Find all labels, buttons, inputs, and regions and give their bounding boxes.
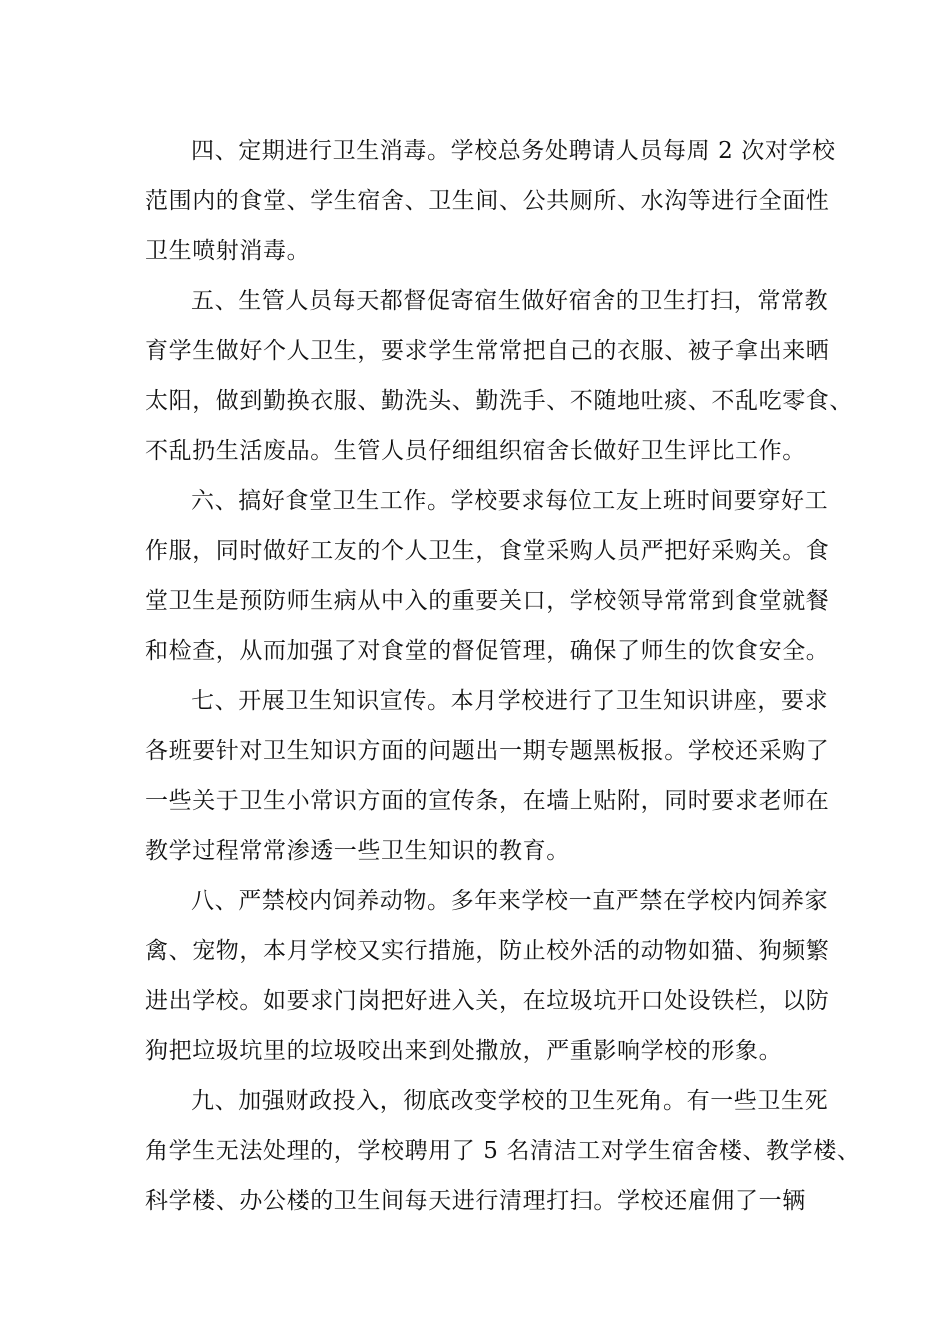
paragraph-5-line-4: 不乱扔生活废品。生管人员仔细组织宿舍长做好卫生评比工作。 <box>145 438 806 464</box>
paragraph-9-line-2: 角学生无法处理的，学校聘用了 5 名清洁工对学生宿舍楼、教学楼、 <box>145 1138 861 1164</box>
paragraph-4-line-3: 卫生喷射消毒。 <box>145 238 311 264</box>
paragraph-8-line-2: 禽、宠物，本月学校又实行措施，防止校外活的动物如猫、狗频繁 <box>145 938 830 964</box>
paragraph-5-line-3: 太阳，做到勤换衣服、勤洗头、勤洗手、不随地吐痰、不乱吃零食、 <box>145 388 853 414</box>
paragraph-6-line-1: 六、搞好食堂卫生工作。学校要求每位工友上班时间要穿好工 <box>191 488 829 514</box>
paragraph-5-line-1: 五、生管人员每天都督促寄宿生做好宿舍的卫生打扫，常常教 <box>191 288 829 314</box>
paragraph-7-line-1: 七、开展卫生知识宣传。本月学校进行了卫生知识讲座，要求 <box>191 688 829 714</box>
paragraph-6-line-3: 堂卫生是预防师生病从中入的重要关口，学校领导常常到食堂就餐 <box>145 588 830 614</box>
paragraph-6-line-2: 作服，同时做好工友的个人卫生，食堂采购人员严把好采购关。食 <box>145 538 830 564</box>
paragraph-9-line-3: 科学楼、办公楼的卫生间每天进行清理打扫。学校还雇佣了一辆 <box>145 1188 806 1214</box>
paragraph-7-line-4: 教学过程常常渗透一些卫生知识的教育。 <box>145 838 570 864</box>
paragraph-7-line-3: 一些关于卫生小常识方面的宣传条，在墙上贴附，同时要求老师在 <box>145 788 830 814</box>
paragraph-9-line-1: 九、加强财政投入，彻底改变学校的卫生死角。有一些卫生死 <box>191 1088 829 1114</box>
paragraph-7-line-2: 各班要针对卫生知识方面的问题出一期专题黑板报。学校还采购了 <box>145 738 830 764</box>
paragraph-8-line-1: 八、严禁校内饲养动物。多年来学校一直严禁在学校内饲养家 <box>191 888 829 914</box>
paragraph-5-line-2: 育学生做好个人卫生，要求学生常常把自己的衣服、被子拿出来晒 <box>145 338 830 364</box>
paragraph-4-line-2: 范围内的食堂、学生宿舍、卫生间、公共厕所、水沟等进行全面性 <box>145 188 830 214</box>
paragraph-8-line-4: 狗把垃圾坑里的垃圾咬出来到处撒放，严重影响学校的形象。 <box>145 1038 783 1064</box>
paragraph-4-line-1: 四、定期进行卫生消毒。学校总务处聘请人员每周 2 次对学校 <box>191 138 836 164</box>
paragraph-6-line-4: 和检查，从而加强了对食堂的督促管理，确保了师生的饮食安全。 <box>145 638 830 664</box>
paragraph-8-line-3: 进出学校。如要求门岗把好进入关，在垃圾坑开口处设铁栏，以防 <box>145 988 830 1014</box>
